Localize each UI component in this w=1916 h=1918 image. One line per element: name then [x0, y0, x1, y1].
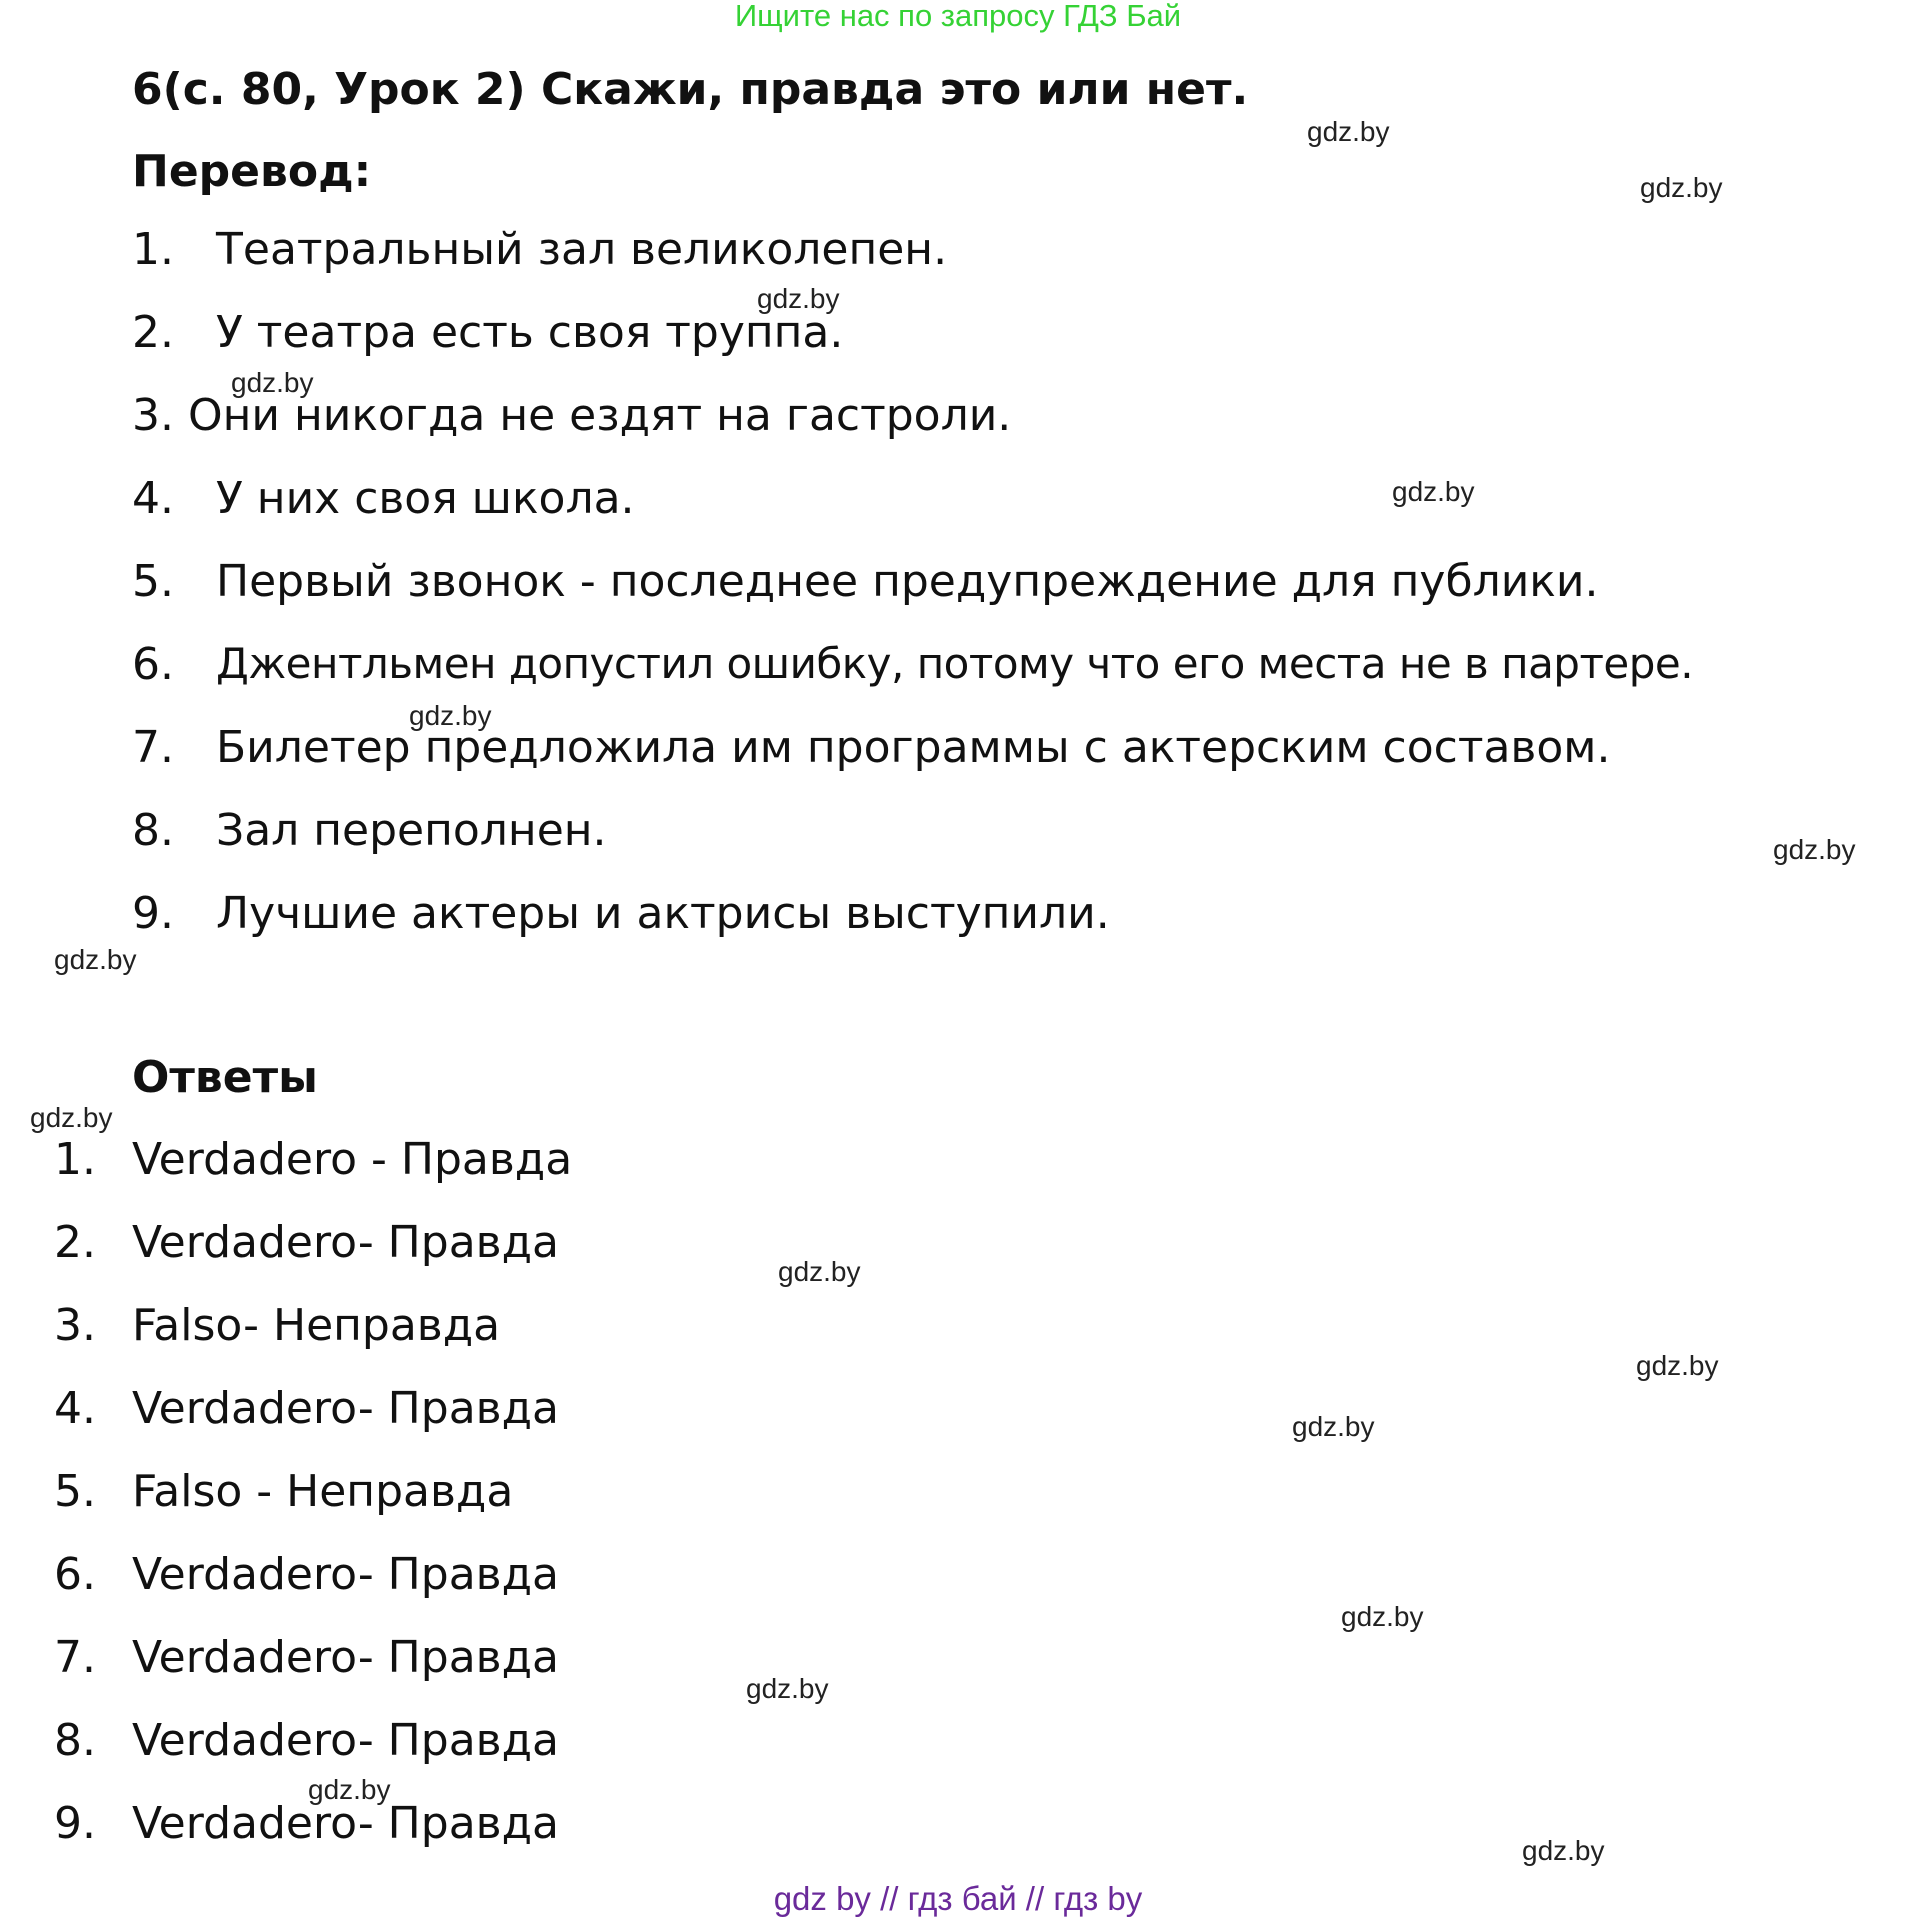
item-text: У них своя школа. — [216, 473, 635, 524]
item-text: Лучшие актеры и актрисы выступили. — [216, 888, 1110, 939]
watermark: gdz.by — [1292, 1411, 1375, 1442]
item-text: Verdadero- Правда — [132, 1217, 559, 1268]
watermark: gdz.by — [778, 1256, 861, 1287]
item-number: 7. — [54, 1632, 96, 1683]
watermark: gdz.by — [1341, 1601, 1424, 1632]
item-text: Verdadero- Правда — [132, 1632, 559, 1683]
page-title: 6(с. 80, Урок 2) Скажи, правда это или нет. — [132, 64, 1249, 115]
footer-watermark: gdz by // гдз бай // гдз by — [773, 1880, 1143, 1917]
watermark: gdz.by — [409, 700, 492, 731]
item-text: Verdadero- Правда — [132, 1549, 559, 1600]
item-text: Первый звонок - последнее предупреждение для публики. — [216, 556, 1599, 607]
item-number: 3. — [54, 1300, 96, 1351]
watermark: gdz.by — [746, 1673, 829, 1704]
item-number: 1. — [54, 1134, 96, 1185]
item-number: 2. — [54, 1217, 96, 1268]
watermark: gdz.by — [231, 367, 314, 398]
item-text: Джентльмен допустил ошибку, потому что его места не в партере. — [216, 639, 1694, 688]
item-text: Verdadero- Правда — [132, 1383, 559, 1434]
item-text: Зал переполнен. — [216, 805, 607, 856]
item-text: Falso - Неправда — [132, 1466, 514, 1517]
item-number: 5. — [54, 1466, 96, 1517]
item-text: Билетер предложила им программы с актерским составом. — [216, 722, 1611, 773]
watermark: gdz.by — [54, 944, 137, 975]
item-number: 4. — [54, 1383, 96, 1434]
item-number: 2. — [132, 307, 174, 358]
item-number: 6. — [54, 1549, 96, 1600]
watermark: gdz.by — [757, 283, 840, 314]
watermark: gdz.by — [1522, 1835, 1605, 1866]
watermark: gdz.by — [30, 1102, 113, 1133]
item-text: Verdadero- Правда — [132, 1715, 559, 1766]
item-text: Театральный зал великолепен. — [216, 224, 948, 275]
watermark: gdz.by — [1392, 476, 1475, 507]
watermark: gdz.by — [1307, 116, 1390, 147]
item-number: 4. — [132, 473, 174, 524]
item-text: Verdadero- Правда — [132, 1798, 559, 1849]
item-number: 3. — [132, 390, 174, 441]
watermark: gdz.by — [1773, 834, 1856, 865]
item-number: 8. — [132, 805, 174, 856]
item-text: У театра есть своя труппа. — [216, 307, 844, 358]
item-text: Falso- Неправда — [132, 1300, 501, 1351]
item-number: 7. — [132, 722, 174, 773]
item-number: 1. — [132, 224, 174, 275]
item-text: Verdadero - Правда — [132, 1134, 573, 1185]
item-text: Они никогда не ездят на гастроли. — [187, 390, 1012, 441]
watermark: gdz.by — [308, 1774, 391, 1805]
item-number: 9. — [54, 1798, 96, 1849]
item-number: 8. — [54, 1715, 96, 1766]
item-number: 6. — [132, 639, 174, 690]
item-number: 9. — [132, 888, 174, 939]
answers-heading: Ответы — [132, 1052, 318, 1103]
watermark: gdz.by — [1640, 172, 1723, 203]
item-number: 5. — [132, 556, 174, 607]
watermark: gdz.by — [1636, 1350, 1719, 1381]
translation-heading: Перевод: — [132, 146, 372, 197]
top-banner: Ищите нас по запросу ГДЗ Бай — [734, 0, 1182, 33]
